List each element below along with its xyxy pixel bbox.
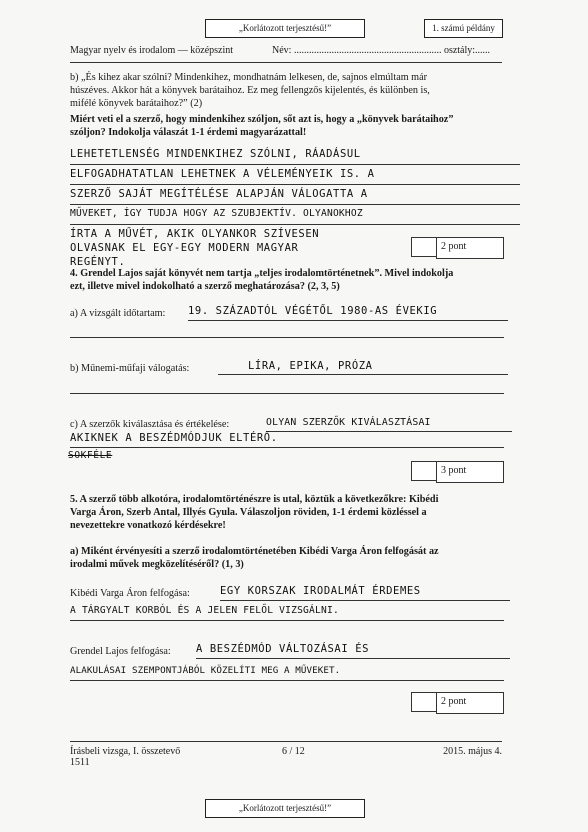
q4b-answer: LÍRA, EPIKA, PRÓZA — [218, 360, 508, 375]
q4a-row — [70, 307, 510, 323]
q4b-row — [70, 362, 510, 378]
question-line: irodalmi művek megközelítéséről? (1, 3) — [70, 559, 244, 570]
question-line: nevezettekre vonatkozó kérdésekre! — [70, 520, 226, 531]
question-4-text — [70, 267, 510, 293]
footer-code: 1511 — [70, 757, 90, 768]
handwritten-answer-line: MŰVEKET, ÍGY TUDJA HOGY AZ SZUBJEKTÍV. OLYANOKHOZ — [70, 208, 520, 225]
header-divider — [70, 62, 502, 63]
q4a-answer: 19. SZÁZADTÓL VÉGÉTŐL 1980-AS ÉVEKIG — [188, 305, 508, 321]
subject-line — [70, 45, 233, 56]
footer — [70, 746, 502, 768]
question-line: Miért veti el a szerző, hogy mindenkihez szóljon, sőt azt is, hogy a „könyvek barátaihoz” — [70, 114, 454, 125]
restricted-stamp-bottom — [205, 799, 365, 818]
kibedi-label: Kibédi Varga Áron felfogása: — [70, 588, 190, 599]
score-field — [411, 461, 437, 481]
quote-line: húszéves. Akkor hát a könyvek barátaihoz. Ez meg fellengzős kijelentés, és különben is, — [70, 85, 430, 96]
question-line: ezt, illetve mivel indokolható a szerző meghatározása? (2, 3, 5) — [70, 281, 340, 292]
kibedi-answer-2: A TÁRGYALT KORBÓL ÉS A JELEN FELŐL VIZSGÁLNI. — [70, 605, 504, 621]
quote-line: b) „És kihez akar szólni? Mindenkihez, mondhatnám lelkesen, de, sajnos elmúltam már — [70, 72, 428, 83]
copy-label-box — [424, 19, 503, 38]
q4a-extra-line — [70, 337, 504, 338]
footer-page: 6 / 12 — [282, 746, 305, 757]
q4a-label: a) A vizsgált időtartam: — [70, 308, 166, 319]
restricted-stamp-text: „Korlátozott terjesztésű!” — [238, 803, 332, 813]
q4c-answer-2: AKIKNEK A BESZÉDMÓDJUK ELTÉRŐ. — [70, 432, 504, 448]
kibedi-row — [70, 587, 510, 603]
handwritten-answer-line: OLVASNAK EL EGY-EGY MODERN MAGYAR — [70, 242, 299, 254]
handwritten-answer-line: SZERZŐ SAJÁT MEGÍTÉLÉSE ALAPJÁN VÁLOGATTA A — [70, 188, 520, 205]
q4c-answer-1: OLYAN SZERZŐK KIVÁLASZTÁSAI — [266, 416, 512, 432]
question-5a-text — [70, 545, 510, 571]
restricted-stamp-top — [205, 19, 365, 38]
question-line: szóljon? Indokolja válaszát 1-1 érdemi magyarázattal! — [70, 127, 307, 138]
kibedi-answer-1: EGY KORSZAK IRODALMÁT ÉRDEMES — [220, 585, 510, 601]
handwritten-answer-line: LEHETETLENSÉG MINDENKIHEZ SZÓLNI, RÁADÁSUL — [70, 148, 520, 165]
copy-label: 1. számú példány — [432, 23, 495, 33]
q4c-label: c) A szerzők kiválasztása és értékelése: — [70, 419, 230, 430]
question-line: Varga Áron, Szerb Antal, Illyés Gyula. Válaszoljon röviden, 1-1 érdemi közléssel a — [70, 507, 427, 518]
footer-date: 2015. május 4. — [443, 746, 502, 757]
question-5-text — [70, 493, 510, 532]
quote-line: mifélé könyvek barátaihoz?” (2) — [70, 98, 203, 109]
name-line — [272, 45, 490, 56]
question-line: 4. Grendel Lajos saját könyvét nem tartja „teljes irodalomtörténetnek”. Mivel indokolja — [70, 268, 454, 279]
quote-block — [70, 71, 510, 110]
grendel-answer-1: A BESZÉDMÓD VÁLTOZÁSAI ÉS — [196, 643, 510, 659]
points-label: 2 pont — [441, 696, 467, 707]
grendel-row — [70, 645, 510, 661]
grendel-label: Grendel Lajos felfogása: — [70, 646, 171, 657]
handwritten-answer-line: ELFOGADHATATLAN LEHETNEK A VÉLEMÉNYEIK IS. A — [70, 168, 520, 185]
question-line: 5. A szerző több alkotóra, irodalomtörténészre is utal, köztük a következőkre: Kibédi — [70, 494, 439, 505]
subject-label: Magyar nyelv és irodalom — középszint — [70, 45, 234, 56]
points-box — [436, 237, 504, 259]
score-field — [411, 692, 437, 712]
question-line: a) Miként érvényesíti a szerző irodalomtörténetében Kibédi Varga Áron felfogását az — [70, 546, 439, 557]
grendel-answer-2: ALAKULÁSAI SZEMPONTJÁBÓL KÖZELÍTI MEG A MŰVEKET. — [70, 665, 504, 681]
handwritten-answer-line: ÍRTA A MŰVÉT, AKIK OLYANKOR SZÍVESEN — [70, 228, 320, 240]
q4b-label: b) Műnemi-műfaji válogatás: — [70, 363, 190, 374]
points-box — [436, 461, 504, 483]
name-label: Név: ........................................................... osztály:...... — [272, 45, 491, 56]
footer-divider — [70, 741, 502, 742]
q4c-answer-crossed: SOKFÉLE — [68, 450, 113, 461]
points-label: 3 pont — [441, 465, 467, 476]
score-field — [411, 237, 437, 257]
points-label: 2 pont — [441, 241, 467, 252]
q4b-extra-line — [70, 393, 504, 394]
restricted-stamp-text: „Korlátozott terjesztésű!” — [238, 23, 332, 33]
points-box — [436, 692, 504, 714]
footer-exam: Írásbeli vizsga, I. összetevő — [70, 746, 181, 757]
handwritten-answer-line: REGÉNYT. — [70, 256, 126, 268]
question-3-text — [70, 113, 510, 139]
